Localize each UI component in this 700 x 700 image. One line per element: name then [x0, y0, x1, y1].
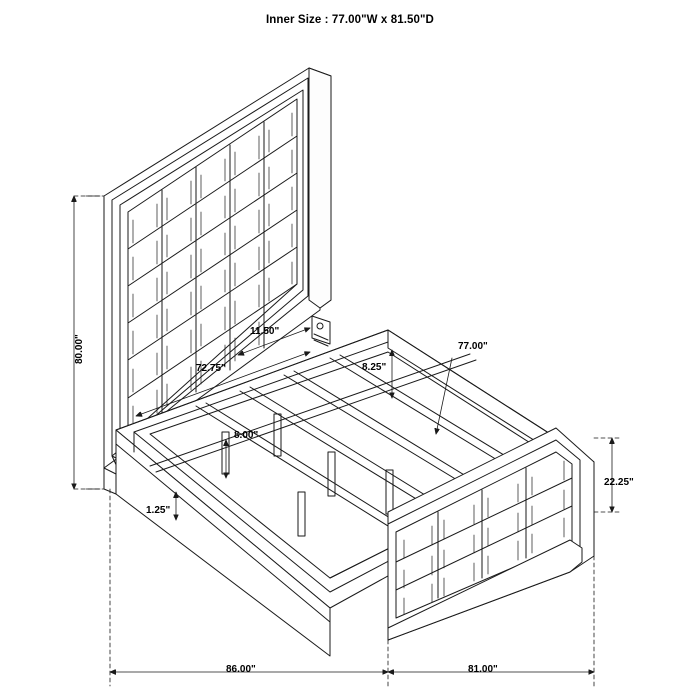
dimension-label-rail-inner-length: 72.75"	[196, 363, 226, 374]
dimension-label-overall-width: 81.00"	[468, 664, 498, 675]
dimension-label-headboard-thickness: 11.50"	[250, 326, 280, 337]
dimension-label-footboard-height: 22.25"	[604, 477, 634, 488]
page-title: Inner Size : 77.00"W x 81.50"D	[266, 14, 434, 26]
dimension-label-inner-width: 77.00"	[458, 341, 488, 352]
bracket-detail	[312, 316, 330, 346]
dimension-label-center-support-height: 8.00"	[234, 430, 259, 441]
dimension-label-overall-depth: 86.00"	[226, 664, 256, 675]
dimension-label-height-overall: 80.00"	[74, 334, 85, 364]
dimension-label-rail-thickness: 1.25"	[146, 505, 171, 516]
dimension-label-slat-spacing: 8.25"	[362, 362, 387, 373]
